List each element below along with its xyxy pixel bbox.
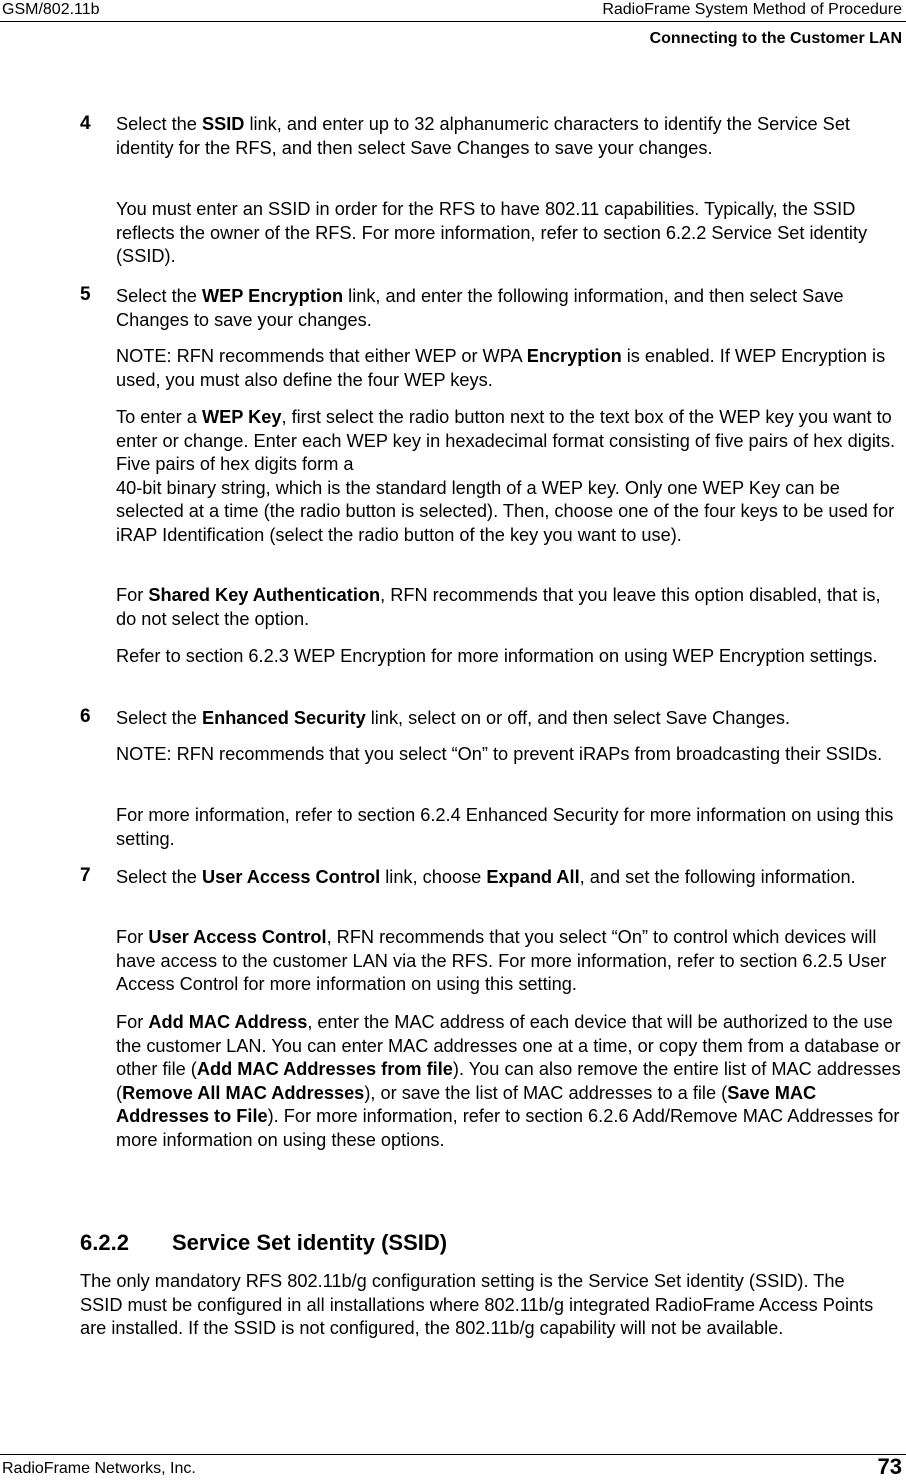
- step-5-note: NOTE: RFN recommends that either WEP or WPA Encryption is enabled. If WEP Encryption is used, you must also define the four WEP keys.: [116, 346, 886, 390]
- step-number-6: 6: [80, 706, 91, 727]
- section-heading: [80, 1229, 447, 1257]
- section-title: Service Set identity (SSID): [172, 1230, 448, 1255]
- step-7-paragraph-2: For User Access Control, RFN recommends that you select “On” to control which devices will have access to the customer LAN via the RFS. For more information, refer to section 6.2.5 User Access Control for more information on using this setting.: [116, 927, 887, 994]
- step-number-4: 4: [80, 113, 91, 134]
- step-6-paragraph-1: Select the Enhanced Security link, select on or off, and then select Save Changes.: [116, 708, 791, 728]
- step-4-paragraph-2: You must enter an SSID in order for the RFS to have 802.11 capabilities. Typically, the SSID reflects the owner of the RFS. For more information, refer to section 6.2.2 Service Set identity (SSID).: [116, 199, 868, 266]
- step-number-7: 7: [80, 865, 91, 886]
- step-5-paragraph-1: Select the WEP Encryption link, and enter the following information, and then select Save Changes to save your changes.: [116, 286, 844, 330]
- page-number: 73: [877, 1454, 902, 1479]
- step-5-paragraph-5: Refer to section 6.2.3 WEP Encryption for more information on using WEP Encryption settings.: [116, 646, 878, 666]
- step-4-paragraph-1: Select the SSID link, and enter up to 32 alphanumeric characters to identify the Service Set identity for the RFS, and then select Save Changes to save your changes.: [116, 114, 850, 158]
- header-chapter-title: Connecting to the Customer LAN: [649, 30, 902, 47]
- step-6-paragraph-3: For more information, refer to section 6.2.4 Enhanced Security for more information on using this setting.: [116, 805, 894, 849]
- header-doc-id: GSM/802.11b: [2, 1, 100, 18]
- step-5-paragraph-3: To enter a WEP Key, first select the radio button next to the text box of the WEP key you want to enter or change. Enter each WEP key in hexadecimal format consisting of five pairs of hex digits. Five pairs of hex digits form a 40-bit binary string, which is the standard length of a WEP key. Only one WEP Key can be selected at a time (the radio button is selected). Then, choose one of the four keys to be used for iRAP Identification (select the radio button of the key you want to use).: [116, 407, 896, 545]
- footer-company: RadioFrame Networks, Inc.: [2, 1460, 196, 1477]
- step-7-paragraph-1: Select the User Access Control link, choose Expand All, and set the following information.: [116, 867, 856, 887]
- section-number: 6.2.2: [80, 1230, 129, 1255]
- section-body: The only mandatory RFS 802.11b/g configuration setting is the Service Set identity (SSID). The SSID must be configured in all installations where 802.11b/g integrated RadioFrame Access Points are installed. If the SSID is not configured, the 802.11b/g capability will not be available.: [80, 1271, 874, 1338]
- header-divider: [0, 21, 906, 22]
- header-doc-title: RadioFrame System Method of Procedure: [602, 1, 902, 18]
- footer-divider: [0, 1454, 906, 1455]
- step-6-note: NOTE: RFN recommends that you select “On” to prevent iRAPs from broadcasting their SSIDs.: [116, 744, 883, 764]
- step-5-paragraph-4: For Shared Key Authentication, RFN recommends that you leave this option disabled, that is, do not select the option.: [116, 585, 881, 629]
- step-number-5: 5: [80, 284, 91, 305]
- step-7-paragraph-3: For Add MAC Address, enter the MAC address of each device that will be authorized to the use the customer LAN. You can enter MAC addresses one at a time, or copy them from a database or other file (Add MAC Addresses from file). You can also remove the entire list of MAC addresses (Remove All MAC Addresses), or save the list of MAC addresses to a file (Save MAC Addresses to File). For more information, refer to section 6.2.6 Add/Remove MAC Addresses for more information on using these options.: [116, 1012, 901, 1150]
